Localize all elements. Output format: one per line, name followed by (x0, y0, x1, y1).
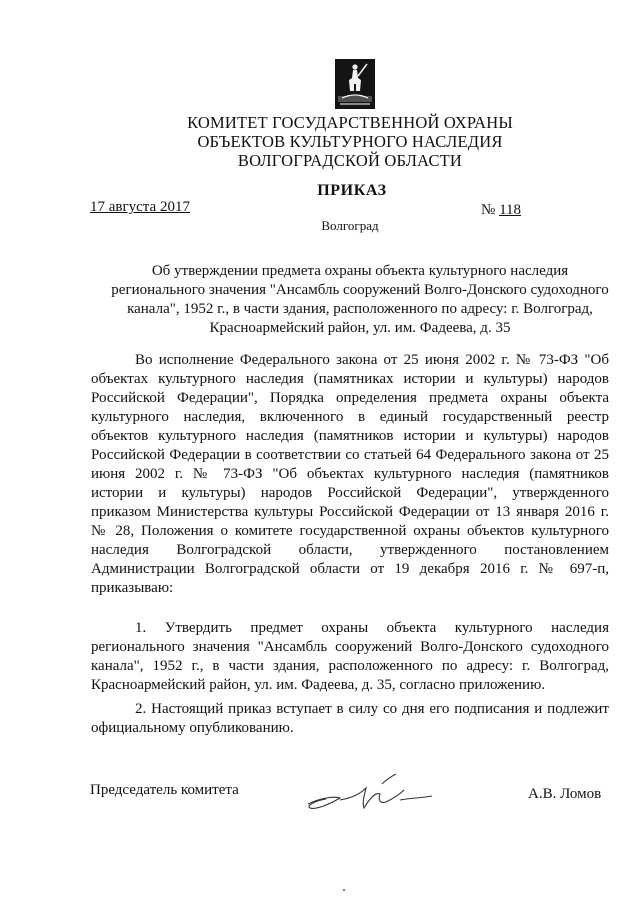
handwritten-signature (300, 768, 440, 818)
subject-line-3: канала", 1952 г., в части здания, расположенного по адресу: г. Волгоград, (127, 301, 593, 317)
preamble-line: приказом Министерства культуры Российской Федерации от 13 января 2016 г. (91, 504, 609, 520)
preamble-paragraph (91, 351, 609, 598)
item-1-line: 1. Утвердить предмет охраны объекта культурного наследия (135, 620, 609, 636)
preamble-line: Российской Федерации в соответствии со статьей 64 Федерального закона от 25 (91, 447, 609, 463)
order-number-value: 118 (499, 202, 522, 218)
order-item-2 (91, 700, 609, 738)
signer-name: А.В. Ломов (528, 786, 602, 802)
item-2-line: 2. Настоящий приказ вступает в силу со дня его подписания и подлежит (135, 701, 609, 717)
item-2-line: официальному опубликованию. (91, 720, 294, 736)
subject-line-4: Красноармейский район, ул. им. Фадеева, д. 35 (209, 320, 511, 336)
preamble-line: наследия Волгоградской области, утвержденного постановлением (91, 542, 609, 558)
preamble-line: Во исполнение Федерального закона от 25 июня 2002 г. № 73-ФЗ "Об (135, 352, 609, 368)
preamble-line: Российской Федерации", Порядка определения предмета охраны объекта (91, 390, 609, 406)
order-date: 17 августа 2017 (90, 199, 190, 215)
order-city: Волгоград (321, 218, 379, 233)
preamble-line: объектах культурного наследия (памятниках истории и культуры) народов (91, 371, 609, 387)
preamble-line: июня 2002 г. № 73-ФЗ "Об объектах культурного наследия (памятников (91, 466, 609, 482)
org-name-line-2: ОБЪЕКТОВ КУЛЬТУРНОГО НАСЛЕДИЯ (197, 132, 503, 151)
preamble-line: истории и культуры) народов Российской Федерации", утвержденного (91, 485, 609, 501)
order-number (481, 202, 521, 219)
preamble-line: Администрации Волгоградской области от 19 декабря 2016 г. № 697-п, (91, 561, 609, 577)
preamble-line: культурного наследия, включенного в единый государственный реестр (91, 409, 609, 425)
signer-role: Председатель комитета (90, 782, 239, 798)
org-name-line-1: КОМИТЕТ ГОСУДАРСТВЕННОЙ ОХРАНЫ (187, 113, 513, 132)
scan-speck (343, 889, 345, 891)
preamble-line: приказываю: (91, 580, 174, 596)
item-1-line: регионального значения "Ансамбль сооружений Волго-Донского судоходного (91, 639, 609, 655)
order-item-1 (91, 619, 609, 695)
order-number-prefix: № (481, 202, 496, 218)
preamble-line: № 28, Положения о комитете государственной охраны объектов культурного (91, 523, 609, 539)
org-name-line-3: ВОЛГОГРАДСКОЙ ОБЛАСТИ (237, 151, 463, 170)
subject-line-1: Об утверждении предмета охраны объекта культурного наследия (151, 263, 569, 279)
preamble-line: объектов культурного наследия (памятников истории и культуры) народов (91, 428, 609, 444)
item-1-line: Красноармейский район, ул. им. Фадеева, д. 35, согласно приложению. (91, 677, 546, 693)
volgograd-coat-of-arms-icon (334, 58, 376, 110)
item-1-line: канала", 1952 г., в части здания, расположенного по адресу: г. Волгоград, (91, 658, 609, 674)
subject-line-2: регионального значения "Ансамбль сооружений Волго-Донского судоходного (111, 282, 609, 298)
document-type-title: ПРИКАЗ (317, 182, 387, 199)
